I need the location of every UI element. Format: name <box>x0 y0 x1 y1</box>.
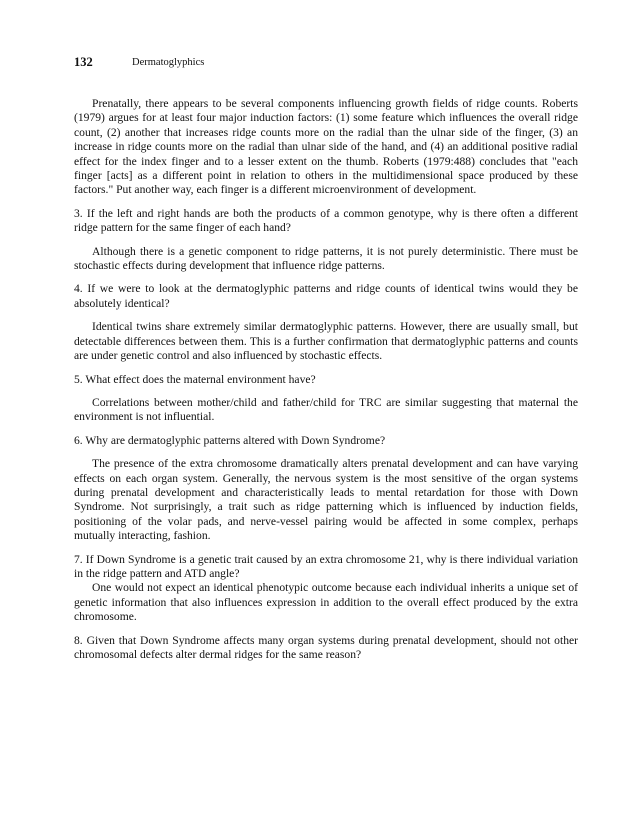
question-8: 8. Given that Down Syndrome affects many organ systems during prenatal development, should not other chromosomal defects alter dermal ridges for the same reason? <box>74 633 578 661</box>
question-5: 5. What effect does the maternal environment have? <box>74 372 316 386</box>
question-4: 4. If we were to look at the dermatoglyphic patterns and ridge counts of identical twins would they be absolutely identical? <box>74 282 578 310</box>
answer-6: The presence of the extra chromosome dramatically alters prenatal development and can have varying effects on each organ system. Generally, the nervous system is the most sensitive of the organ systems during prenatal development and characteristically leads to mental retardation for those with Down Syndrome. Not surprisingly, a trait such as ridge patterning which is influenced by induction fields, positioning of the volar pads, and nerve-vessel pairing would be affected in some complex, perhaps mutually interacting, fashion. <box>74 457 578 543</box>
question-6: 6. Why are dermatoglyphic patterns altered with Down Syndrome? <box>74 433 386 447</box>
intro-paragraph: Prenatally, there appears to be several components influencing growth fields of ridge counts. Roberts (1979) argues for at least four major induction factors: (1) some feature which influences the overall ridge count, (2) another that increases ridge counts more on the radial than the ulnar side of the finger, (3) an increase in ridge counts more on the radial than ulnar side of the hand, and (4) an additional positive radial effect for the index finger and to a lesser extent on the thumb. Roberts (1979:488) concludes that "each finger [acts] as a different point in relation to others in the multidimensional space produced by these factors." Put another way, each finger is a different microenvironment of development. <box>74 97 578 197</box>
answer-7: One would not expect an identical phenotypic outcome because each individual inherits a unique set of genetic information that also influences expression in addition to the overall effect produced by the extra chromosome. <box>74 581 578 624</box>
page-body <box>74 97 578 662</box>
answer-4: Identical twins share extremely similar dermatoglyphic patterns. However, there are usually small, but detectable differences between them. This is a further confirmation that dermatoglyphic patterns and counts are under genetic control and also influenced by stochastic effects. <box>74 320 578 363</box>
page-number: 132 <box>74 55 93 69</box>
running-title: Dermatoglyphics <box>132 57 205 68</box>
page-header <box>74 55 205 70</box>
answer-3: Although there is a genetic component to ridge patterns, it is not purely deterministic. There must be stochastic effects during development that influence ridge patterns. <box>74 244 578 273</box>
question-7: 7. If Down Syndrome is a genetic trait caused by an extra chromosome 21, why is there individual variation in the ridge pattern and ATD angle? <box>74 552 578 580</box>
question-3: 3. If the left and right hands are both the products of a common genotype, why is there often a different ridge pattern for the same finger of each hand? <box>74 206 578 235</box>
answer-5: Correlations between mother/child and father/child for TRC are similar suggesting that maternal the environment is not influential. <box>74 395 578 424</box>
